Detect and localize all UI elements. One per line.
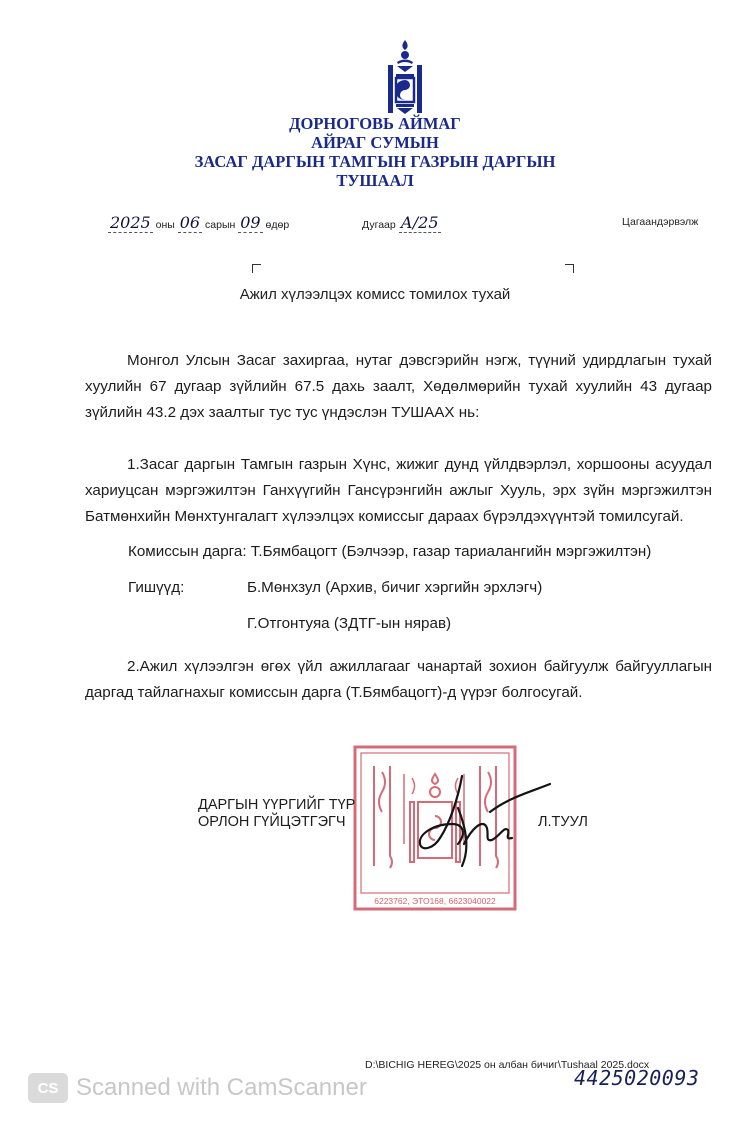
camscanner-logo-icon: CS	[28, 1073, 68, 1103]
commission-chair: Комиссын дарга: Т.Бямбацогт (Бэлчээр, газар тариалангийн мэргэжилтэн)	[128, 543, 652, 560]
member-2: Г.Отгонтуяа (ЗДТГ-ын нярав)	[247, 615, 452, 632]
document-subject: Ажил хүлээлцэх комисс томилох тухай	[239, 286, 511, 303]
date-year: 2025	[110, 213, 151, 232]
members-label: Гишүүд:	[128, 579, 185, 596]
document-place: Цагаандэрвэлж	[622, 216, 699, 228]
signatory-title-line-2: ОРЛОН ГҮЙЦЭТГЭГЧ	[198, 814, 346, 830]
signatory-title-line-1: ДАРГЫН ҮҮРГИЙГ ТҮР	[198, 797, 356, 813]
file-path: D:\BICHIG HEREG\2025 он албан бичиг\Tushaal 2025.docx	[365, 1059, 650, 1071]
clause-2-paragraph	[85, 654, 712, 706]
document-date	[108, 213, 289, 232]
subject-bracket-right	[565, 264, 574, 273]
camscanner-text: Scanned with CamScanner	[76, 1074, 367, 1101]
document-number	[362, 213, 441, 232]
header-office: ЗАСАГ ДАРГЫН ТАМГЫН ГАЗРЫН ДАРГЫН	[194, 152, 556, 171]
preamble-paragraph	[85, 348, 712, 426]
subject-bracket-left	[252, 264, 261, 273]
soyombo-emblem-icon	[378, 38, 432, 116]
clause-1-text: 1.Засаг даргын Тамгын газрын Хүнс, жижиг дунд үйлдвэрлэл, хоршооны асуудал хариуцсан мэргэжилтэн Ганхүүгийн Гансүрэнгийн ажлыг Хууль, эрх зүйн мэргэжилтэн Батмөнхийн Мөнхтунгалагт хүлээлцэх комиссыг дараах бүрэлдэхүүнтэй томилсугай.	[85, 456, 712, 525]
date-month: 06	[179, 213, 201, 232]
date-month-suffix: сарын	[205, 219, 236, 231]
clause-2-text: 2.Ажил хүлээлгэн өгөх үйл ажиллагааг чанартай зохион байгуулж байгууллагын даргад тайлагнахыг комиссын дарга (Т.Бямбацогт)-д үүрэг болгосугай.	[85, 658, 712, 701]
number-label: Дугаар	[362, 219, 396, 231]
clause-1-paragraph	[85, 452, 712, 530]
header-aimag: ДОРНОГОВЬ АЙМАГ	[289, 114, 461, 133]
camscanner-watermark	[28, 1073, 367, 1103]
member-1: Б.Мөнхзул (Архив, бичиг хэргийн эрхлэгч)	[247, 579, 543, 596]
preamble-text: Монгол Улсын Засаг захиргаа, нутаг дэвсгэрийн нэгж, түүний удирдлагын тухай хуулийн 67 дугаар зүйлийн 67.5 дахь заалт, Хөдөлмөрийн тухай хуулийн 43 дугаар зүйлийн 43.2 дэх заалтыг тус тус үндэслэн ТУШААХ нь:	[85, 352, 712, 421]
handwritten-signature	[400, 768, 560, 878]
handwritten-number: 4425020093	[574, 1066, 700, 1090]
date-day: 09	[240, 213, 261, 232]
signatory-name: Л.ТУУЛ	[538, 814, 588, 830]
header-sum: АЙРАГ СУМЫН	[311, 133, 439, 152]
date-year-suffix: оны	[155, 219, 175, 231]
number-value: А/25	[400, 213, 439, 232]
date-day-suffix: өдөр	[265, 219, 290, 231]
stamp-bottom-text: 6223762, ЭТО168, 6623040022	[374, 896, 496, 906]
header-doc-type: ТУШААЛ	[336, 171, 414, 190]
